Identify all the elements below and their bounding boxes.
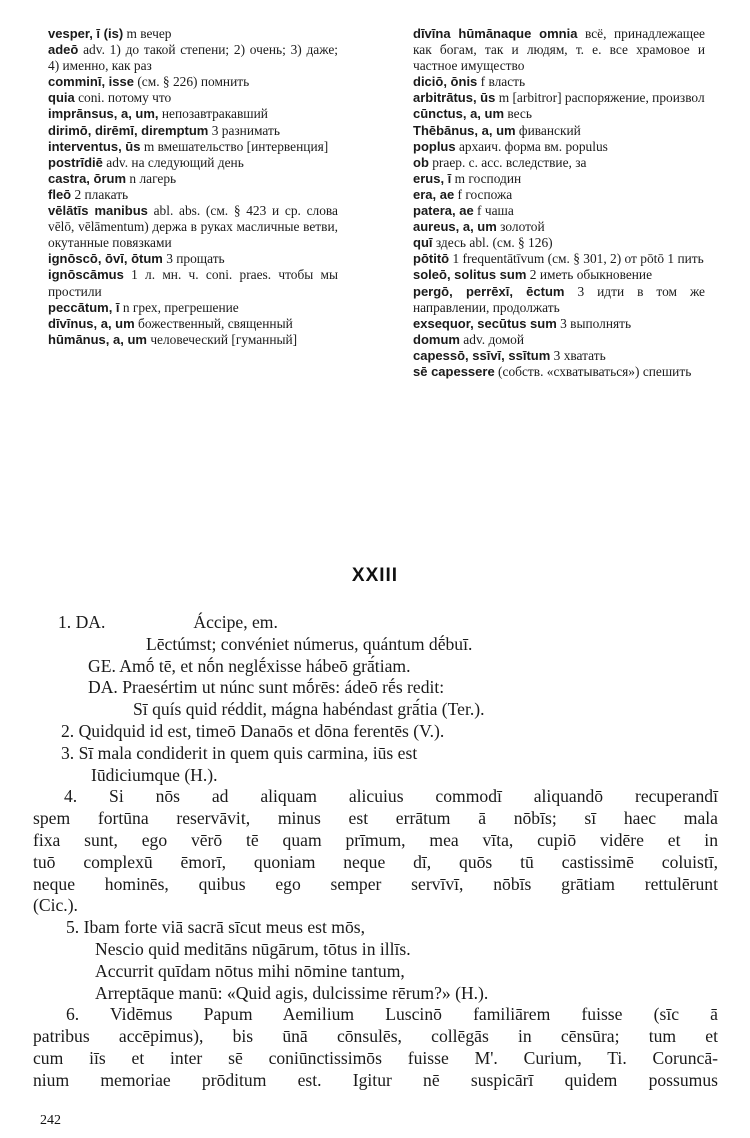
text-line: patribus accēpimus), bis ūnā cōnsulēs, collēgās in cēnsūra; tum et: [33, 1026, 718, 1047]
vocabulary-entry: [48, 106, 338, 122]
vocabulary-column-left: [48, 26, 338, 348]
vocabulary-definition: (собств. «схватываться») спешить: [494, 363, 692, 379]
vocabulary-definition: adv. на следующий день: [102, 154, 244, 170]
text-line: Nescio quid meditāns nūgārum, tōtus in illīs.: [95, 938, 411, 959]
vocabulary-term: castra, ōrum: [48, 170, 127, 186]
text-line: (Cic.).: [33, 895, 78, 916]
vocabulary-term: hūmānus, a, um: [48, 331, 147, 347]
vocabulary-entry: [413, 26, 705, 74]
vocabulary-definition: 3 выполнять: [556, 315, 632, 331]
vocabulary-definition: непозавтракавший: [158, 106, 268, 122]
vocabulary-term: dirimō, dirēmī, diremptum: [48, 122, 209, 138]
vocabulary-definition: adv. 1) до такой степени; 2) очень; 3) даже; 4) именно, как раз: [48, 42, 338, 74]
vocabulary-term: quī: [413, 235, 433, 251]
vocabulary-entry: [48, 332, 338, 348]
text-line: 6. Vidēmus Papum Aemilium Luscinō familiārem fuisse (sīc ā: [66, 1004, 718, 1025]
vocabulary-entry: [413, 187, 705, 203]
vocabulary-term: ignōscō, ōvī, ōtum: [48, 251, 163, 267]
vocabulary-definition: архаич. форма вм. populus: [455, 138, 608, 154]
vocabulary-term: arbitrātus, ūs: [413, 90, 496, 106]
vocabulary-definition: m вмешательство [интервенция]: [140, 138, 329, 154]
vocabulary-term: Thēbānus, a, um: [413, 122, 516, 138]
vocabulary-entry: [413, 155, 705, 171]
vocabulary-definition: 3 прощать: [162, 251, 225, 267]
vocabulary-term: aureus, a, um: [413, 219, 497, 235]
text-line: spem fortūna reservāvit, minus est errātum ā nōbīs; sī haec mala: [33, 808, 718, 829]
vocabulary-definition: coni. потому что: [74, 90, 172, 106]
vocabulary-entry: [48, 139, 338, 155]
vocabulary-entry: [48, 203, 338, 251]
text-line: tuō complexū ēmorī, quoniam neque dī, quōs tū castissimē coluistī,: [33, 851, 718, 872]
vocabulary-entry: [48, 187, 338, 203]
vocabulary-term: poplus: [413, 138, 456, 154]
text-line: Lēctúmst; convéniet númerus, quántum dḗbuī.: [146, 633, 473, 654]
vocabulary-column-right: [413, 26, 705, 380]
vocabulary-term: sē capessere: [413, 363, 495, 379]
vocabulary-definition: m господин: [451, 170, 522, 186]
vocabulary-entry: [413, 364, 705, 380]
text-line: DA. Praesértim ut núnc sunt mṓrēs: ádeō rḗs redit:: [88, 677, 445, 698]
vocabulary-term: interventus, ūs: [48, 138, 141, 154]
vocabulary-term: peccātum, ī: [48, 299, 120, 315]
vocabulary-term: postrīdiē: [48, 154, 103, 170]
vocabulary-definition: золотой: [496, 219, 545, 235]
text-line: Sī quís quid réddit, mágna habéndast grā́tia (Ter.).: [133, 699, 485, 720]
vocabulary-entry: [413, 235, 705, 251]
vocabulary-definition: фиванский: [515, 122, 581, 138]
vocabulary-entry: [48, 267, 338, 299]
vocabulary-definition: 2 плакать: [71, 186, 129, 202]
vocabulary-entry: [413, 251, 705, 267]
vocabulary-definition: f чаша: [473, 203, 514, 219]
vocabulary-definition: f власть: [477, 74, 526, 90]
vocabulary-term: soleō, solitus sum: [413, 267, 527, 283]
vocabulary-term: era, ae: [413, 186, 455, 202]
vocabulary-term: fleō: [48, 186, 72, 202]
text-line: nium memoriae prōditum est. Igitur nē suspicārī quidem possumus: [33, 1069, 718, 1090]
section-title: XXIII: [351, 565, 399, 586]
vocabulary-entry: [48, 90, 338, 106]
vocabulary-term: vēlātīs manibus: [48, 203, 148, 219]
text-line: 4. Si nōs ad aliquam alicuius commodī aliquandō recuperandī: [64, 786, 718, 807]
vocabulary-term: quia: [48, 90, 75, 106]
text-line: 1. DA. Áccipe, em.: [58, 612, 278, 632]
vocabulary-definition: f госпожа: [454, 186, 513, 202]
vocabulary-term: ignōscāmus: [48, 267, 124, 283]
vocabulary-definition: 3 хватать: [550, 347, 606, 363]
vocabulary-entry: [413, 284, 705, 316]
vocabulary-term: pergō, perrēxī, ēctum: [413, 283, 565, 299]
vocabulary-entry: [48, 74, 338, 90]
vocabulary-definition: abl. abs. (см. § 423 и ср. слова vēlō, vēlāmentum) держа в руках масличные ветви, окутанные повязками: [48, 203, 338, 251]
vocabulary-definition: praep. c. acc. вследствие, за: [428, 154, 587, 170]
vocabulary-term: dīvīna hūmānaque omnia: [413, 26, 578, 41]
vocabulary-entry: [48, 300, 338, 316]
vocabulary-entry: [413, 90, 705, 106]
vocabulary-definition: здесь abl. (см. § 126): [432, 235, 553, 251]
vocabulary-term: imprānsus, a, um,: [48, 106, 159, 122]
vocabulary-entry: [413, 316, 705, 332]
vocabulary-definition: m вечер: [123, 26, 172, 41]
vocabulary-entry: [48, 155, 338, 171]
vocabulary-definition: 1 л. мн. ч. coni. praes. чтобы мы простили: [48, 267, 338, 299]
vocabulary-entry: [48, 123, 338, 139]
vocabulary-entry: [48, 26, 338, 42]
vocabulary-term: ob: [413, 154, 429, 170]
vocabulary-entry: [413, 203, 705, 219]
text-line: 3. Sī mala condiderit in quem quis carmina, iūs est: [61, 742, 418, 763]
text-line: neque hominēs, quibus ego semper servīvī, nōbīs grātiam rettulērunt: [33, 873, 718, 894]
vocabulary-term: exsequor, secūtus sum: [413, 315, 557, 331]
vocabulary-definition: m [arbitror] распоряжение, произвол: [495, 90, 705, 106]
vocabulary-term: adeō: [48, 42, 79, 58]
latin-exercises: [33, 612, 718, 1092]
vocabulary-term: vesper, ī (is): [48, 26, 124, 41]
vocabulary-entry: [413, 171, 705, 187]
vocabulary-definition: n грех, прегрешение: [119, 299, 239, 315]
vocabulary-term: comminī, isse: [48, 74, 134, 90]
text-line: fixa sunt, ego vērō tē quam prīmum, mea vīta, cupiō vidēre et in: [33, 829, 718, 850]
vocabulary-definition: 1 frequentātīvum (см. § 301, 2) от pōtō 1 пить: [449, 251, 704, 267]
vocabulary-term: dīvīnus, a, um: [48, 315, 135, 331]
vocabulary-entry: [413, 219, 705, 235]
vocabulary-definition: божественный, священный: [134, 315, 293, 331]
vocabulary-entry: [413, 348, 705, 364]
vocabulary-entry: [48, 316, 338, 332]
text-line: Iūdiciumque (H.).: [91, 764, 218, 785]
vocabulary-term: capessō, ssīvī, ssītum: [413, 347, 551, 363]
vocabulary-term: cūnctus, a, um: [413, 106, 505, 122]
vocabulary-definition: 3 разнимать: [208, 122, 280, 138]
vocabulary-entry: [413, 74, 705, 90]
vocabulary-term: erus, ī: [413, 170, 452, 186]
vocabulary-definition: 2 иметь обыкновение: [526, 267, 653, 283]
vocabulary-entry: [413, 123, 705, 139]
vocabulary-term: patera, ae: [413, 203, 474, 219]
text-line: 2. Quidquid id est, timeō Danaōs et dōna ferentēs (V.).: [61, 720, 445, 741]
vocabulary-definition: n лагерь: [126, 170, 177, 186]
vocabulary-definition: adv. домой: [459, 331, 525, 347]
text-line: 5. Ibam forte viā sacrā sīcut meus est mōs,: [66, 917, 366, 938]
text-line: GE. Amṓ tē, et nṓn neglḗxisse hábeō grā́tiam.: [88, 655, 411, 676]
page-number: 242: [40, 1113, 61, 1128]
vocabulary-entry: [48, 42, 338, 74]
text-line: Arreptāque manū: «Quid agis, dulcissime rērum?» (H.).: [95, 982, 489, 1003]
vocabulary-definition: 3 идти в том же направлении, продолжать: [413, 283, 705, 315]
text-line: cum iīs et inter sē coniūnctissimōs fuisse M'. Curium, Ti. Coruncā-: [33, 1047, 718, 1068]
vocabulary-entry: [413, 139, 705, 155]
vocabulary-definition: человеческий [гуманный]: [146, 331, 298, 347]
vocabulary-term: pōtitō: [413, 251, 450, 267]
text-line: Accurrit quīdam nōtus mihi nōmine tantum,: [95, 960, 405, 981]
vocabulary-definition: (см. § 226) помнить: [133, 74, 250, 90]
vocabulary-entry: [413, 267, 705, 283]
vocabulary-entry: [413, 106, 705, 122]
vocabulary-term: domum: [413, 331, 460, 347]
vocabulary-entry: [48, 251, 338, 267]
vocabulary-definition: весь: [504, 106, 532, 122]
vocabulary-entry: [48, 171, 338, 187]
vocabulary-entry: [413, 332, 705, 348]
vocabulary-definition: всё, принадлежащее как богам, так и людям, т. е. все храмовое и частное имущество: [413, 26, 705, 74]
vocabulary-term: diciō, ōnis: [413, 74, 478, 90]
